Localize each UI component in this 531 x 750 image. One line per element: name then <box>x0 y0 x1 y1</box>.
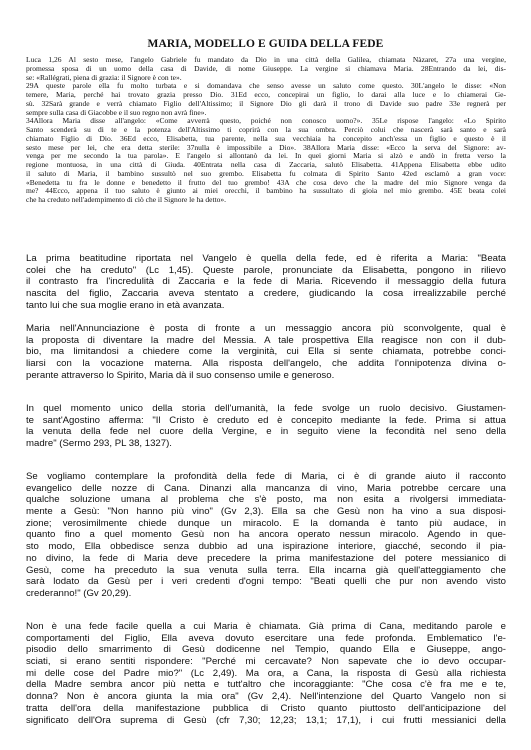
paragraph-line: Non è una fede facile quella a cui Maria è chiamata. Già prima di Cana, meditando parole e <box>26 621 506 632</box>
gospel-line: regione montuosa, in una città di Giuda. 40Entrata nella casa di Zaccaria, salutò Elisabetta. 41Appena Elisabetta ebbe udito <box>26 161 506 169</box>
gospel-line: «Benedetta tu fra le donne e benedetto il frutto del tuo grembo! 43A che cosa devo che la madre del mio Signore venga da <box>26 178 506 187</box>
paragraph-line: liarsi con la vocazione materna. Alla risposta dell'angelo, che addita l'onnipotenza divina o- <box>26 358 506 370</box>
paragraph-line: pisodio dello smarrimento di Gesù dodicenne nel Tempio, quando Ella e Giuseppe, ango- <box>26 644 506 656</box>
paragraph-line: zione; verosimilmente chiede dunque un miracolo. E la domanda è tanto più audace, in <box>26 517 506 529</box>
paragraph-line: della Madre sembra ancor più netta e tutt'altro che incoraggiante: "Che cosa c'è fra me e te, <box>26 679 506 691</box>
paragraph-line: significato dell'Ora suprema di Gesù (cfr 7,30; 12,23; 13,1; 17,1), i cui frutti messianici della <box>26 714 506 726</box>
paragraph-line: sarà lodato da Gesù per i veri credenti d'ogni tempo: "Beati quelli che pur non avendo visto <box>26 576 506 588</box>
gospel-line: Luca 1,26 Al sesto mese, l'angelo Gabriele fu mandato da Dio in una città della Galilea, chiamata Nàzaret, 27a una vergine, <box>26 56 506 64</box>
paragraph-line: In quel momento unico della storia dell'umanità, la fede svolge un ruolo decisivo. Giustamen- <box>26 403 506 414</box>
paragraph-line: qualche soluzione umana al problema che s'è posto, ma non esita a rivolgersi immediata- <box>26 494 506 506</box>
paragraph-4 <box>26 471 506 600</box>
paragraph-line: evangelico delle nozze di Cana. Dinanzi alla mancanza di vino, Maria potrebbe cercare una <box>26 482 506 494</box>
gospel-line: sempre sulla casa di Giacobbe e il suo regno non avrà fine». <box>26 108 207 117</box>
gospel-line: me? 44Ecco, appena il tuo saluto è giunto ai miei orecchi, il bambino ha sussultato di gioia nel mio grembo. 45E beata colei <box>26 187 506 196</box>
paragraph-line: donna? Non è ancora giunta la mia ora" (Gv 2,4). Nell'intenzione del Quarto Vangelo non si <box>26 691 506 703</box>
paragraph-line: la venuta della fede nel cuore della Vergine, e in seguito viene la fecondità nel seno della <box>26 426 506 438</box>
paragraph-line: madre" (Sermo 293, PL 38, 1327). <box>26 438 172 450</box>
paragraph-line: mente a Gesù: "Non hanno più vino" (Gv 2,3). Ella sa che Gesù non ha vino a sua disposi- <box>26 506 506 518</box>
paragraph-line: bio, ma limitandosi a chiedere come la verginità, cui Ella si sente chiamata, potrebbe conci- <box>26 346 506 358</box>
paragraph-line: Se vogliamo contemplare la profondità della fede di Maria, ci è di grande aiuto il racconto <box>26 471 506 482</box>
gospel-line: se: «Rallégrati, piena di grazia: il Signore è con te». <box>26 73 182 82</box>
gospel-line: 29A queste parole ella fu molto turbata e si domandava che senso avesse un saluto come questo. 30L'angelo le disse: «Non <box>26 82 506 91</box>
paragraph-3 <box>26 403 506 450</box>
paragraph-line: Gesù, come ha preceduto la sua venuta sulla terra. Ella incarna già quell'atteggiamento che <box>26 564 506 576</box>
gospel-line: sù. 32Sarà grande e verrà chiamato Figlio dell'Altissimo; il Signore Dio gli darà il trono di Davide suo padre 33e regnerà per <box>26 99 506 108</box>
gospel-line: venga per me secondo la tua parola». E l'angelo si allontanò da lei. In quei giorni Maria si alzò e andò in fretta verso la <box>26 152 506 161</box>
paragraph-line: tanto lui che sua moglie erano in età avanzata. <box>26 299 225 311</box>
paragraph-line: sto modo, Ella obbedisce senza dubbio ad una ispirazione interiore, giacché, secondo il pia- <box>26 541 506 553</box>
gospel-line: temere, Maria, perché hai trovato grazia presso Dio. 31Ed ecco, concepirai un figlio, lo darai alla luce e lo chiamerai Ge- <box>26 91 506 99</box>
paragraph-line: la proposta di diventare la madre del Messia. A tale prospettiva Ella reagisce non con il dub- <box>26 334 506 346</box>
paragraph-line: perante attraverso lo Spirito, Maria dà il suo consenso umile e generoso. <box>26 369 335 381</box>
gospel-line: chiamato Figlio di Dio. 36Ed ecco, Elisabetta, tua parente, nella sua vecchiaia ha concepito anch'essa un figlio e questo è il <box>26 134 506 143</box>
paragraph-line: no divino, la fede di Maria deve precedere la prima manifestazione del potere messianico di <box>26 552 506 564</box>
gospel-line: promessa sposa di un uomo della casa di Davide, di nome Giuseppe. La vergine si chiamava Maria. 28Entrando da lei, dis- <box>26 64 506 73</box>
gospel-line: il saluto di Maria, il bambino sussultò nel suo grembo. Elisabetta fu colmata di Spirito Santo 42ed esclamò a gran voce: <box>26 169 506 178</box>
paragraph-line: il contrasto fra l'incredulità di Zaccaria e la fede di Maria. Ricevendo il messaggio della futura <box>26 276 506 288</box>
gospel-line: 34Allora Maria disse all'angelo: «Come avverrà questo, poiché non conosco uomo?». 35Le rispose l'angelo: «Lo Spirito <box>26 117 506 126</box>
paragraph-line: comportamenti del Figlio, Ella aveva dovuto esercitare una fede profonda. Emblematico l'e- <box>26 632 506 644</box>
paragraph-line: sciati, si erano sentiti rispondere: "Perché mi cercavate? Non sapevate che io devo occupar- <box>26 656 506 668</box>
gospel-line: che ha creduto nell'adempimento di ciò che il Signore le ha detto». <box>26 196 227 204</box>
paragraph-2 <box>26 323 506 381</box>
paragraph-line: tratta dell'ora della manifestazione pubblica di Cristo quanto piuttosto dell'anticipazione del <box>26 702 506 714</box>
gospel-line: sesto mese per lei, che era detta sterile: 37nulla è impossibile a Dio». 38Allora Maria disse: «Ecco la serva del Signore: av- <box>26 143 506 152</box>
paragraph-line: nascita del figlio, Zaccaria aveva stentato a credere, giudicando la cosa irrealizzabile perché <box>26 288 506 300</box>
paragraph-line: mi delle cose del Padre mio?" (Lc 2,49). Ma ora, a Cana, la risposta di Gesù alla richiesta <box>26 667 506 679</box>
paragraph-line: te sant'Agostino afferma: "Il Cristo è creduto ed è concepito mediante la fede. Prima si attua <box>26 414 506 426</box>
paragraph-5 <box>26 621 506 726</box>
paragraph-1 <box>26 253 506 311</box>
paragraph-line: La prima beatitudine riportata nel Vangelo è quella della fede, ed è riferita a Maria: "Beata <box>26 253 506 264</box>
paragraph-line: Maria nell'Annunciazione è posta di fronte a un messaggio ancora più sconvolgente, qual è <box>26 323 506 334</box>
paragraph-line: crederanno!" (Gv 20,29). <box>26 587 132 599</box>
paragraph-line: quanto fino a quel momento Gesù non ha ancora operato nessun miracolo. Agendo in que- <box>26 529 506 541</box>
gospel-passage <box>26 56 506 205</box>
gospel-line: Santo scenderà su di te e la potenza dell'Altissimo ti coprirà con la sua ombra. Perciò colui che nascerà sarà santo e sarà <box>26 126 506 134</box>
paragraph-line: colei che ha creduto" (Lc 1,45). Queste parole, pronunciate da Elisabetta, pongono in rilievo <box>26 264 506 276</box>
page-title: MARIA, MODELLO E GUIDA DELLA FEDE <box>147 38 384 50</box>
